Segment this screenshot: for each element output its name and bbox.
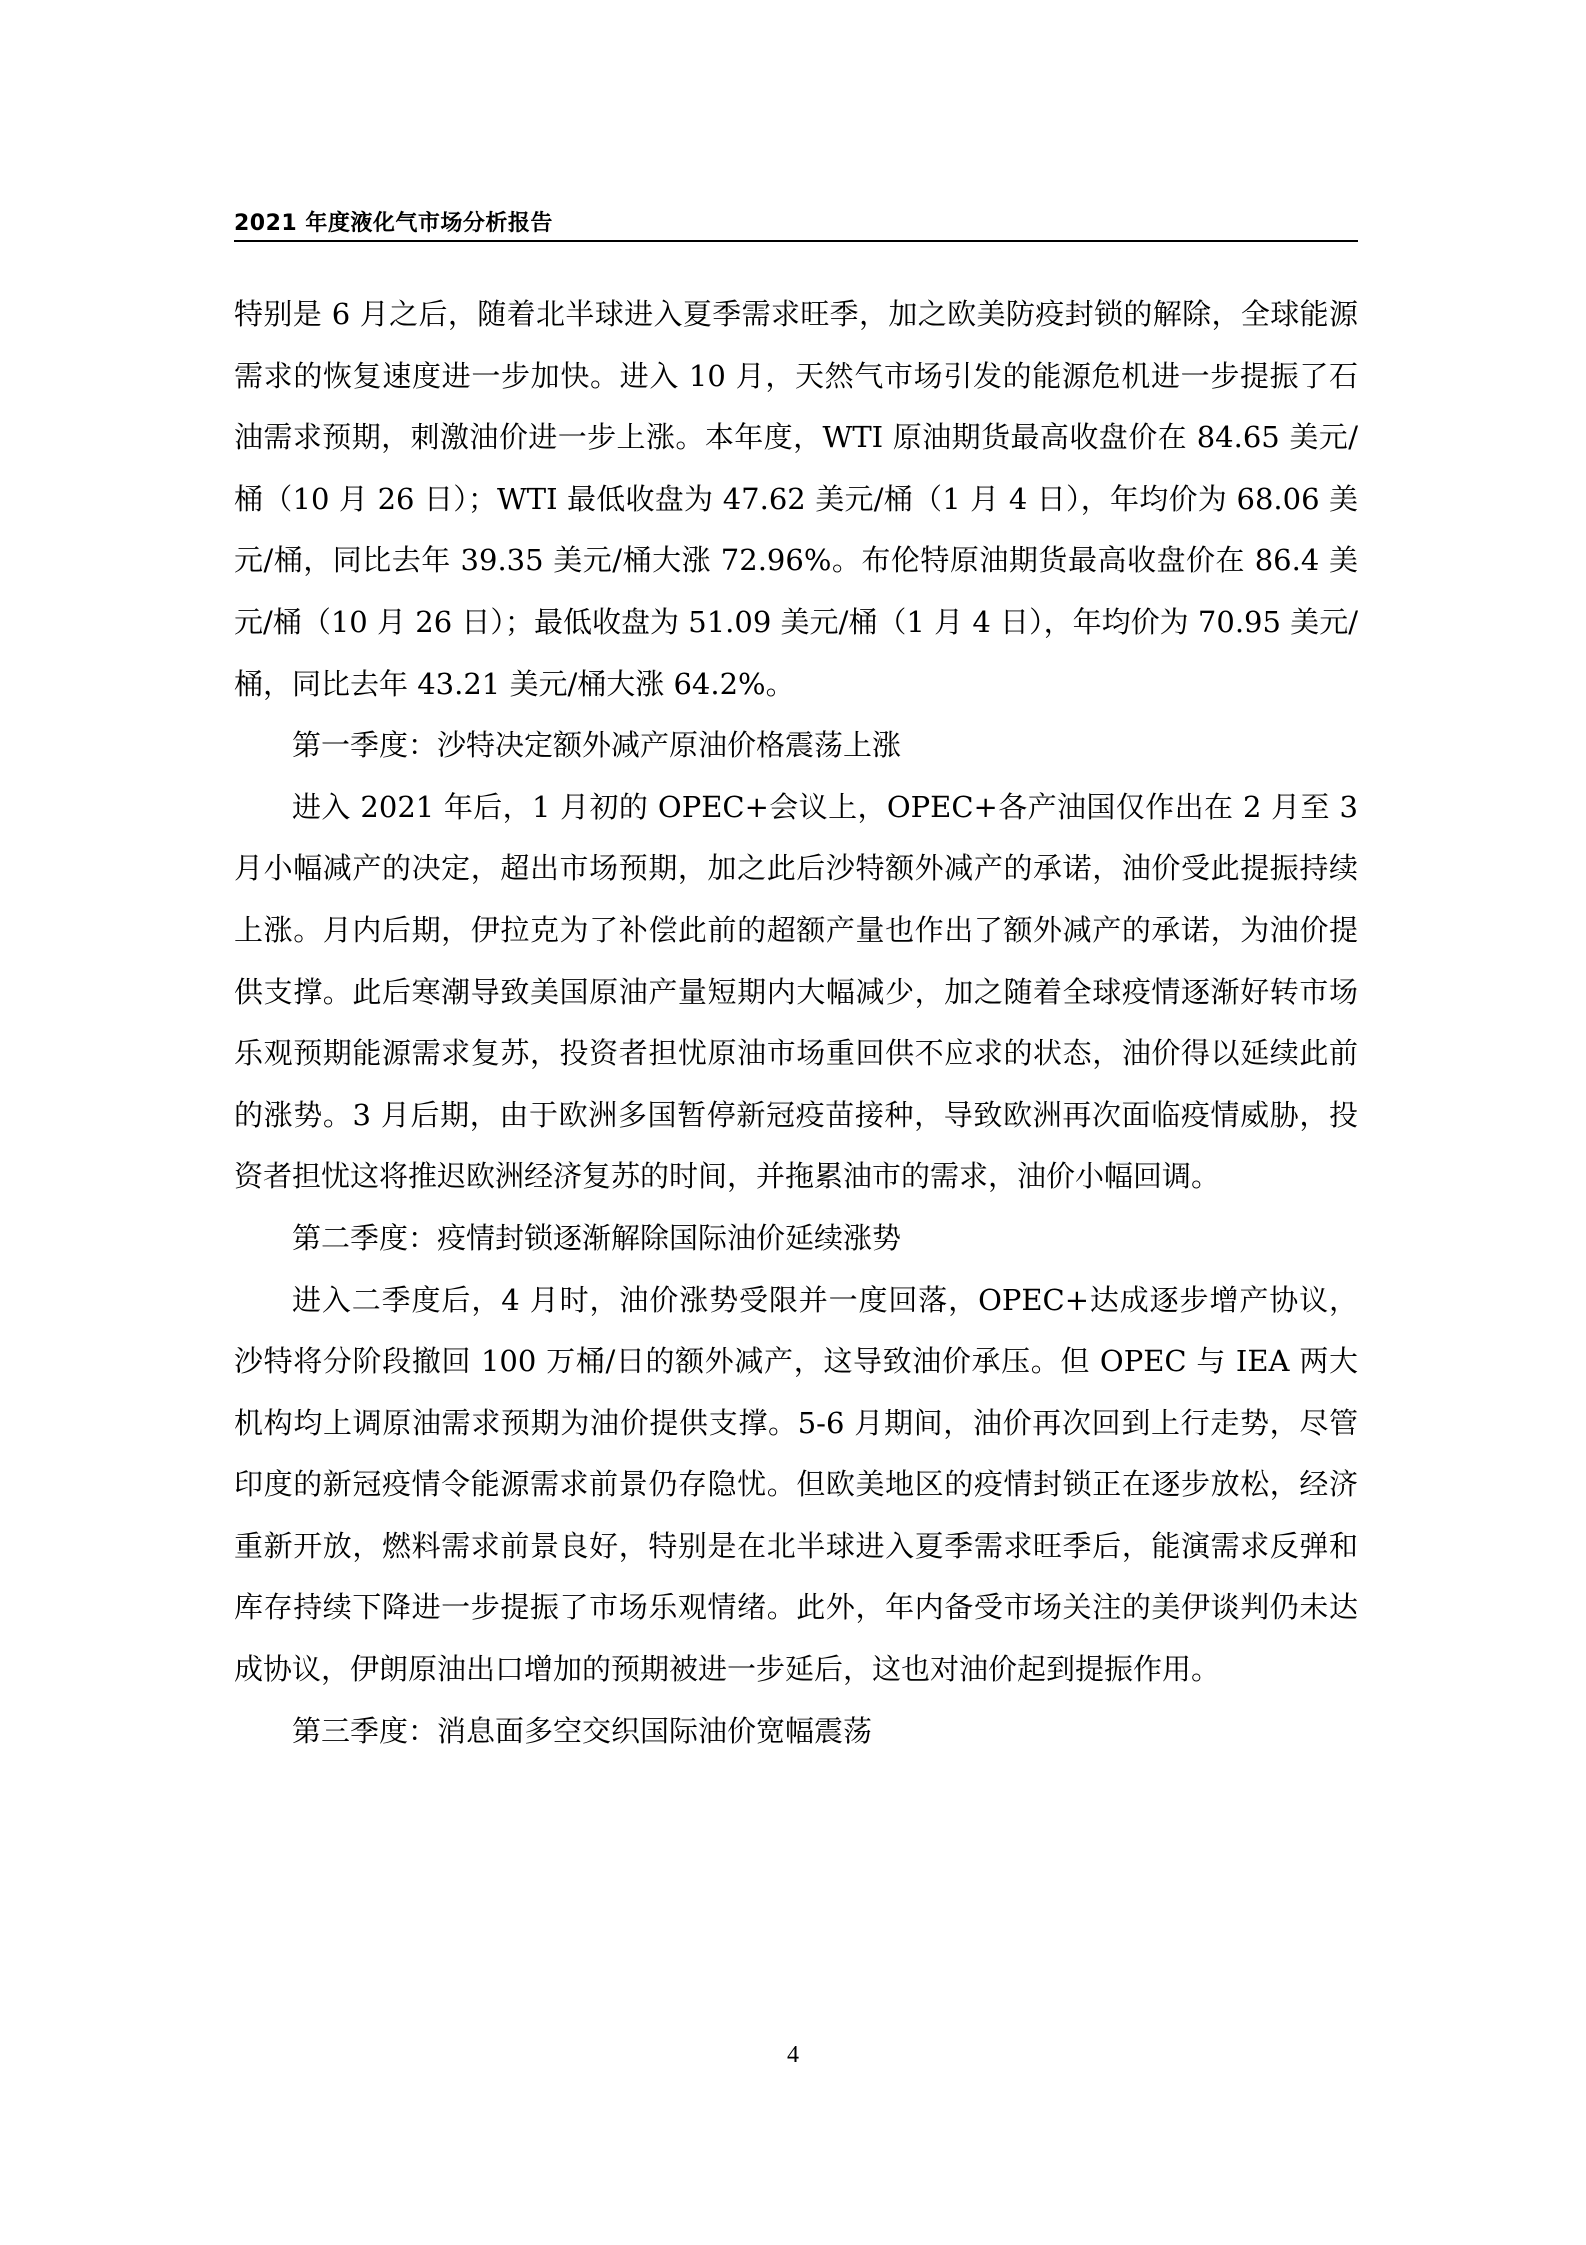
subheading-q1: 第一季度：沙特决定额外减产原油价格震荡上涨: [292, 728, 902, 763]
header-rule: [234, 240, 1358, 242]
paragraph-q2: 进入二季度后，4 月时，油价涨势受限并一度回落，OPEC+达成逐步增产协议，沙特将分阶段撤回 100 万桶/日的额外减产，这导致油价承压。但 OPEC 与 IEA 两大机构均上调原油需求预期为油价提供支撑。5-6 月期间，油价再次回到上行走势，尽管印度的新冠疫情令能源需求前景仍存隐忧。但欧美地区的疫情封锁正在逐步放松，经济重新开放，燃料需求前景良好，特别是在北半球进入夏季需求旺季后，能演需求反弹和库存持续下降进一步提振了市场乐观情绪。此外，年内备受市场关注的美伊谈判仍未达成协议，伊朗原油出口增加的预期被进一步延后，这也对油价起到提振作用。: [234, 1282, 1358, 1687]
running-header: 2021 年度液化气市场分析报告: [234, 211, 553, 236]
paragraph-annual-price-summary: 特别是 6 月之后，随着北半球进入夏季需求旺季，加之欧美防疫封锁的解除，全球能源需求的恢复速度进一步加快。进入 10 月，天然气市场引发的能源危机进一步提振了石油需求预期，刺激油价进一步上涨。本年度，WTI 原油期货最高收盘价在 84.65 美元/桶（10 月 26 日）；WTI 最低收盘为 47.62 美元/桶（1 月 4 日），年均价为 68.06 美元/桶，同比去年 39.35 美元/桶大涨 72.96%。布伦特原油期货最高收盘价在 86.4 美元/桶（10 月 26 日）；最低收盘为 51.09 美元/桶（1 月 4 日），年均价为 70.95 美元/桶，同比去年 43.21 美元/桶大涨 64.2%。: [234, 297, 1358, 701]
subheading-q3: 第三季度：消息面多空交织国际油价宽幅震荡: [292, 1713, 873, 1748]
paragraph-q1: 进入 2021 年后，1 月初的 OPEC+会议上，OPEC+各产油国仅作出在 2 月至 3 月小幅减产的决定，超出市场预期，加之此后沙特额外减产的承诺，油价受此提振持续上涨。月内后期，伊拉克为了补偿此前的超额产量也作出了额外减产的承诺，为油价提供支撑。此后寒潮导致美国原油产量短期内大幅减少，加之随着全球疫情逐渐好转市场乐观预期能源需求复苏，投资者担忧原油市场重回供不应求的状态，油价得以延续此前的涨势。3 月后期，由于欧洲多国暂停新冠疫苗接种，导致欧洲再次面临疫情威胁，投资者担忧这将推迟欧洲经济复苏的时间，并拖累油市的需求，油价小幅回调。: [234, 789, 1358, 1194]
subheading-q2: 第二季度：疫情封锁逐渐解除国际油价延续涨势: [292, 1220, 902, 1255]
page-number: 4: [787, 2042, 799, 2068]
body-text: [234, 284, 1358, 1762]
